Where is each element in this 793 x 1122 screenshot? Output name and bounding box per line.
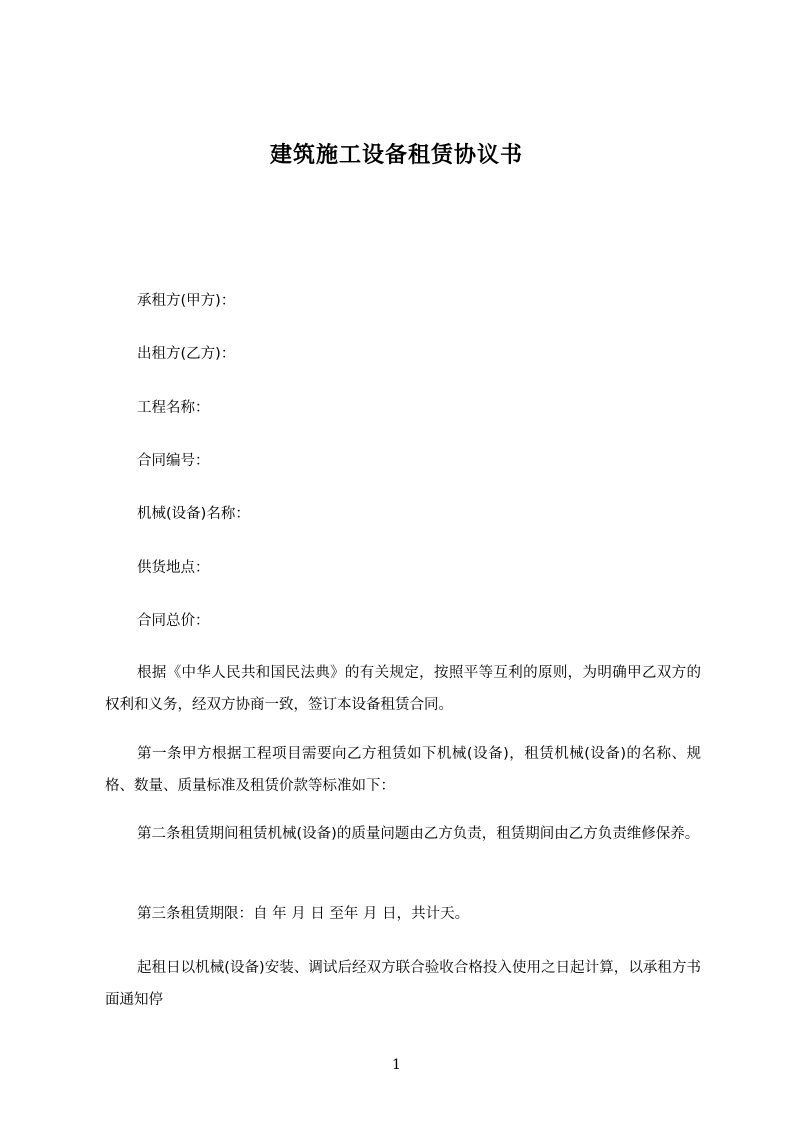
field-contract-number: 合同编号： — [137, 453, 210, 469]
document-title: 建筑施工设备租赁协议书 — [269, 143, 523, 168]
field-total-price: 合同总价： — [137, 613, 210, 629]
field-delivery-location: 供货地点： — [137, 560, 210, 576]
paragraph-preamble: 根据《中华人民共和国民法典》的有关规定，按照平等互利的原则，为明确甲乙双方的权利和义务，经双方协商一致，签订本设备租赁合同。 — [105, 665, 701, 713]
field-project-name: 工程名称： — [137, 400, 210, 416]
paragraph-article-1: 第一条甲方根据工程项目需要向乙方租赁如下机械(设备)，租赁机械(设备)的名称、规格、数量、质量标准及租赁价款等标准如下： — [105, 746, 701, 794]
field-lessor: 出租方(乙方)： — [137, 346, 236, 362]
field-lessee: 承租方(甲方)： — [137, 293, 236, 309]
paragraph-article-3: 第三条租赁期限：自 年 月 日 至年 月 日，共计天。 — [137, 906, 470, 922]
paragraph-article-2: 第二条租赁期间租赁机械(设备)的质量问题由乙方负责，租赁期间由乙方负责维修保养。 — [137, 826, 700, 842]
field-equipment-name: 机械(设备)名称： — [137, 506, 250, 522]
page-number: 1 — [392, 1057, 401, 1073]
paragraph-rental-start: 起租日以机械(设备)安装、调试后经双方联合验收合格投入使用之日起计算，以承租方书面通知停 — [105, 960, 701, 1008]
